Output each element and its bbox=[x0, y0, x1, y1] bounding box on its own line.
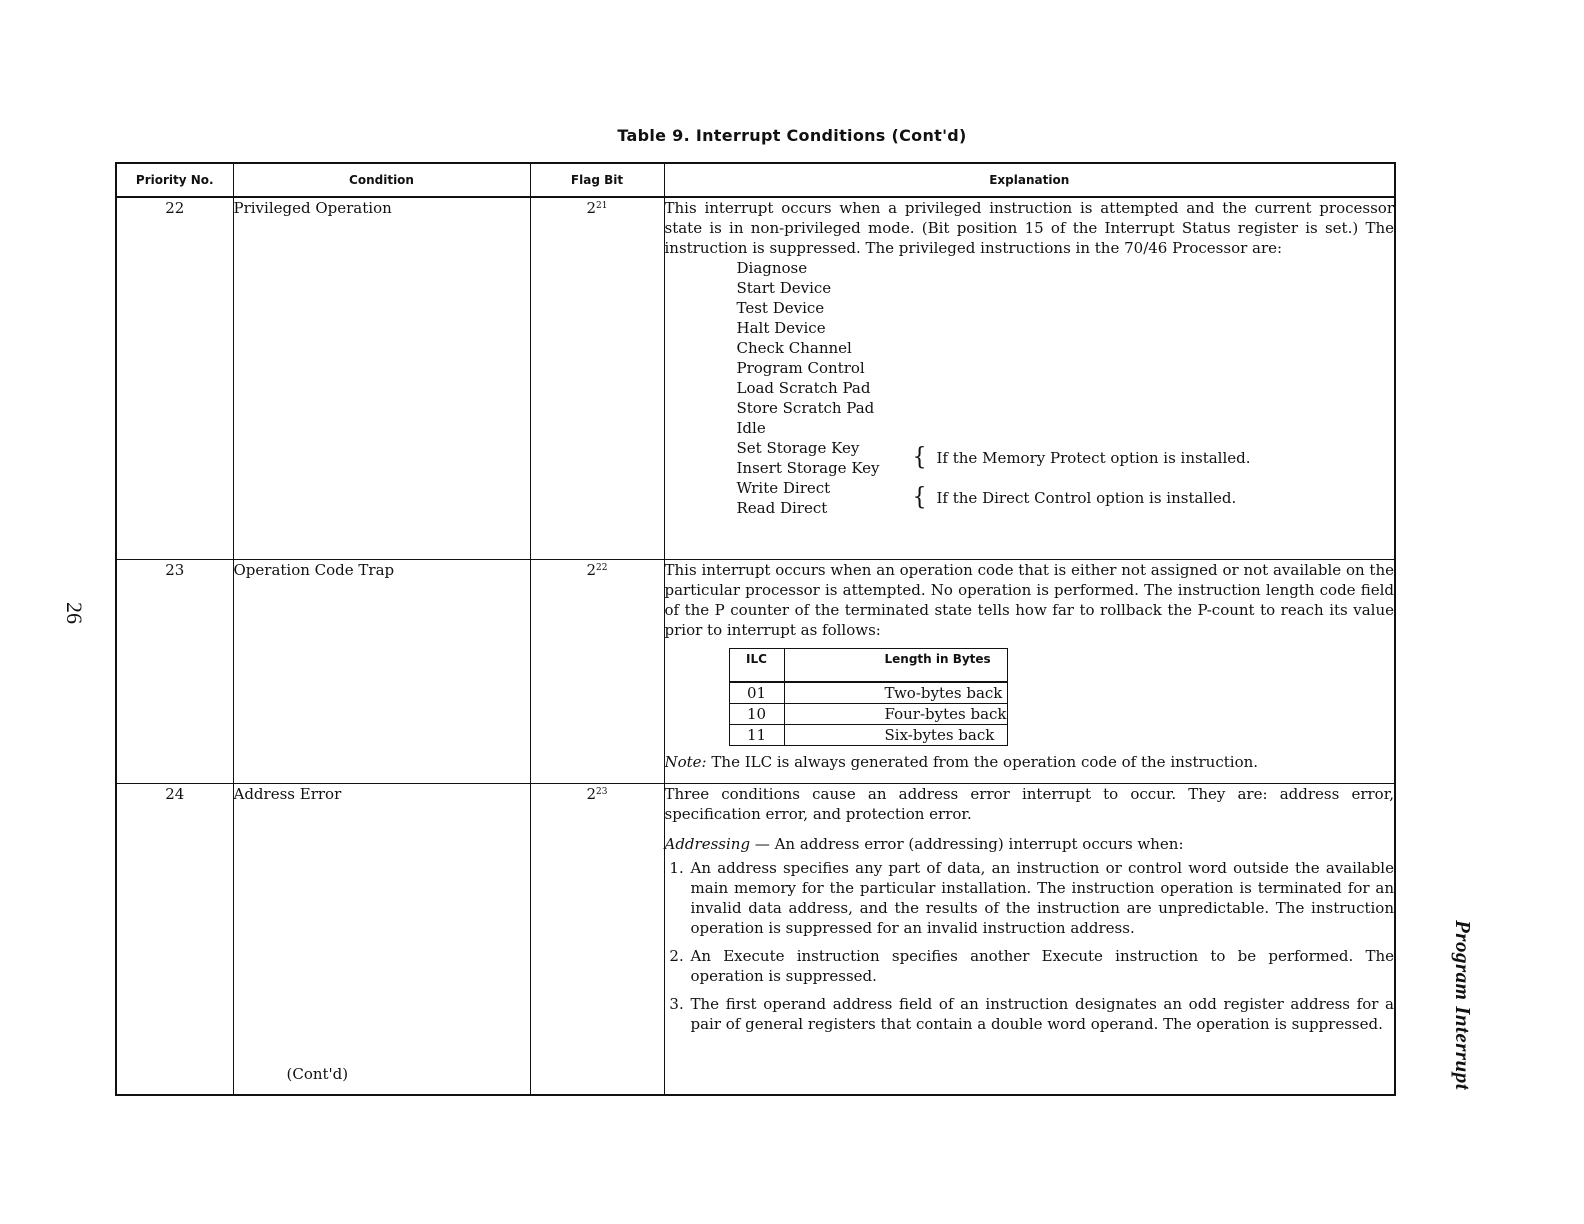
list-item: Program Control bbox=[736, 359, 865, 377]
list-item: Idle bbox=[736, 419, 766, 437]
list-item: Start Device bbox=[736, 279, 832, 297]
explanation-cell bbox=[664, 783, 1395, 1095]
flag-exponent: 22 bbox=[596, 562, 608, 573]
flag-bit-cell bbox=[530, 559, 664, 783]
ilc-value: 10 bbox=[729, 703, 784, 724]
brace-note: If the Direct Control option is installed. bbox=[936, 489, 1237, 507]
list-item: Diagnose bbox=[736, 259, 808, 277]
ilc-row bbox=[729, 724, 1007, 745]
list-item: Read Direct bbox=[736, 499, 828, 517]
list-item: Set Storage Key bbox=[736, 439, 860, 457]
length-value: Six-bytes back bbox=[784, 724, 1007, 745]
condition-cell: Privileged Operation bbox=[233, 197, 530, 559]
header-priority: Priority No. bbox=[116, 163, 233, 197]
explanation-intro: This interrupt occurs when a privileged instruction is attempted and the current processor state is in non-privileged mode. (Bit position 15 of the Interrupt Status register is set.) The instruction is suppressed. The privileged instructions in the 70/46 Processor are: bbox=[664, 199, 1394, 257]
direct-control-group bbox=[737, 478, 1395, 518]
subhead-text: — An address error (addressing) interrupt occurs when: bbox=[754, 834, 1184, 853]
flag-exponent: 23 bbox=[596, 786, 608, 797]
ilc-row bbox=[729, 682, 1007, 704]
list-item: 3. The first operand address field of an instruction designates an odd register address for a pair of general registers that contain a double word operand. The operation is suppressed. bbox=[689, 994, 1395, 1034]
condition-label: Address Error bbox=[233, 784, 342, 803]
brace-icon: { bbox=[912, 483, 927, 512]
length-header: Length in Bytes bbox=[784, 648, 1007, 682]
priority-cell: 22 bbox=[116, 197, 233, 559]
privileged-instruction-list bbox=[737, 258, 1395, 518]
address-error-list bbox=[665, 858, 1395, 1034]
flag-base: 2 bbox=[586, 199, 597, 217]
list-item: Store Scratch Pad bbox=[736, 399, 875, 417]
note bbox=[665, 752, 1395, 772]
ilc-value: 11 bbox=[729, 724, 784, 745]
note-text: The ILC is always generated from the operation code of the instruction. bbox=[711, 752, 1259, 771]
note-label: Note: bbox=[664, 752, 707, 771]
interrupt-conditions-table bbox=[115, 162, 1396, 1096]
table-row bbox=[116, 783, 1395, 1095]
ilc-header: ILC bbox=[729, 648, 784, 682]
flag-base: 2 bbox=[586, 784, 597, 803]
ilc-value: 01 bbox=[729, 682, 784, 704]
priority-cell: 24 bbox=[116, 783, 233, 1095]
flag-exponent: 21 bbox=[596, 201, 608, 211]
header-flag-bit: Flag Bit bbox=[530, 163, 664, 197]
list-item: 1. An address specifies any part of data, an instruction or control word outside the available main memory for the particular installation. The instruction operation is terminated for an invalid data address, and the results of the instruction are unpredictable. The instruction operation is suppressed for an invalid instruction address. bbox=[689, 858, 1395, 938]
condition-cell: Operation Code Trap bbox=[233, 559, 530, 783]
table-row bbox=[116, 197, 1395, 559]
length-value: Two-bytes back bbox=[784, 682, 1007, 704]
explanation-cell bbox=[664, 197, 1395, 559]
page-number: 26 bbox=[62, 602, 87, 624]
flag-bit-cell bbox=[530, 197, 664, 559]
memory-protect-group bbox=[737, 438, 1395, 478]
length-value: Four-bytes back bbox=[784, 703, 1007, 724]
header-explanation: Explanation bbox=[664, 163, 1395, 197]
list-item: Check Channel bbox=[736, 339, 852, 357]
list-item: Write Direct bbox=[736, 479, 831, 497]
list-item: 2. An Execute instruction specifies another Execute instruction to be performed. The operation is suppressed. bbox=[689, 946, 1395, 986]
flag-base: 2 bbox=[586, 560, 597, 579]
continued-label: (Cont'd) bbox=[286, 1065, 349, 1083]
brace-note: If the Memory Protect option is installed. bbox=[936, 449, 1251, 467]
explanation-intro: Three conditions cause an address error interrupt to occur. They are: address error, specification error, and protection error. bbox=[664, 784, 1394, 823]
list-item: Load Scratch Pad bbox=[736, 379, 871, 397]
ilc-table bbox=[729, 648, 1008, 746]
ilc-row bbox=[729, 703, 1007, 724]
priority-cell: 23 bbox=[116, 559, 233, 783]
table-title: Table 9. Interrupt Conditions (Cont'd) bbox=[617, 126, 967, 145]
condition-cell bbox=[233, 783, 530, 1095]
addressing-subhead bbox=[665, 834, 1395, 854]
section-side-title: Program Interrupt bbox=[1451, 919, 1475, 1091]
table-row bbox=[116, 559, 1395, 783]
table-header-row bbox=[116, 163, 1395, 197]
explanation-intro: This interrupt occurs when an operation code that is either not assigned or not available on the particular processor is attempted. No operation is performed. The instruction length code field of the P counter of the terminated state tells how far to rollback the P-count to reach its value prior to interrupt as follows: bbox=[664, 560, 1394, 639]
list-item: Test Device bbox=[736, 299, 825, 317]
subhead-label: Addressing bbox=[664, 834, 751, 853]
list-item: Halt Device bbox=[736, 319, 826, 337]
explanation-cell bbox=[664, 559, 1395, 783]
brace-icon: { bbox=[912, 443, 927, 472]
flag-bit-cell bbox=[530, 783, 664, 1095]
header-condition: Condition bbox=[233, 163, 530, 197]
list-item: Insert Storage Key bbox=[736, 459, 880, 477]
